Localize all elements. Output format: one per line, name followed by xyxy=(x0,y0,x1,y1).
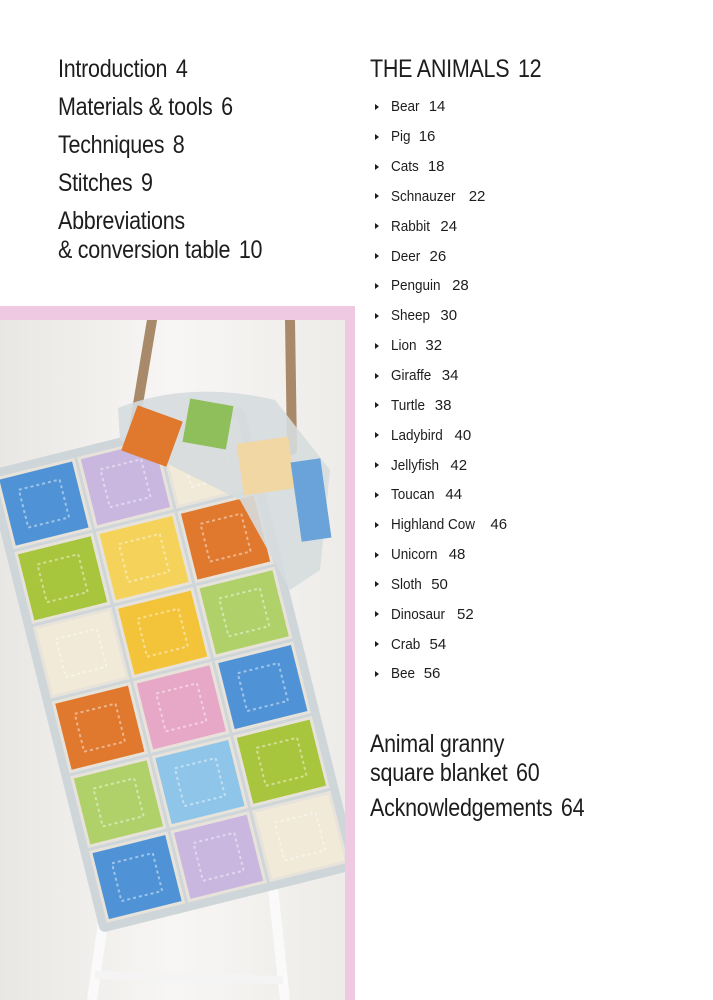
animal-entry-jellyfish[interactable] xyxy=(370,450,700,480)
animal-page: 18 xyxy=(427,158,445,176)
animal-name: Rabbit xyxy=(391,217,431,235)
animal-entry-dinosaur[interactable] xyxy=(370,599,700,629)
animal-page: 54 xyxy=(429,635,447,653)
animal-entry-lion[interactable] xyxy=(370,331,700,361)
animal-name: Pig xyxy=(391,128,411,146)
animal-page: 28 xyxy=(452,277,469,295)
animal-name: Lion xyxy=(391,337,417,355)
animal-name: Toucan xyxy=(391,486,435,504)
animal-page: 30 xyxy=(440,307,458,325)
toc-entry-granny-square-blanket[interactable] xyxy=(370,730,654,788)
animal-page: 34 xyxy=(441,367,459,385)
animal-entry-bear[interactable] xyxy=(370,92,700,122)
animal-entry-bee[interactable] xyxy=(370,659,700,689)
toc-entry-page: 8 xyxy=(172,131,185,159)
toc-entry-stitches[interactable] xyxy=(58,169,307,198)
bullet-arrow-icon xyxy=(375,432,379,438)
bullet-arrow-icon xyxy=(375,253,379,259)
animal-page: 26 xyxy=(429,247,447,265)
animal-page: 22 xyxy=(468,187,486,205)
animal-entry-schnauzer[interactable] xyxy=(370,182,700,212)
animal-name: Bear xyxy=(391,98,420,116)
bullet-arrow-icon xyxy=(375,223,379,229)
animal-page: 24 xyxy=(440,217,458,235)
bullet-arrow-icon xyxy=(375,611,379,617)
toc-entry-title-line2: square blanket xyxy=(370,759,508,787)
animal-entry-ladybird[interactable] xyxy=(370,420,700,450)
animal-entry-penguin[interactable] xyxy=(370,271,700,301)
toc-entry-title: Acknowledgements xyxy=(370,794,553,822)
bullet-arrow-icon xyxy=(375,462,379,468)
bullet-arrow-icon xyxy=(375,283,379,289)
bullet-arrow-icon xyxy=(375,313,379,319)
toc-entry-title: Techniques xyxy=(58,131,165,159)
animal-name: Deer xyxy=(391,247,421,265)
toc-entry-title: Stitches xyxy=(58,169,133,197)
toc-entry-page: 6 xyxy=(221,93,233,121)
animal-page: 48 xyxy=(448,546,466,564)
animal-page: 44 xyxy=(445,486,463,504)
bullet-arrow-icon xyxy=(375,492,379,498)
bullet-arrow-icon xyxy=(375,373,379,379)
bullet-arrow-icon xyxy=(375,522,379,528)
toc-entry-page: 9 xyxy=(141,169,153,197)
toc-entry-page: 60 xyxy=(516,759,540,787)
bullet-arrow-icon xyxy=(375,641,379,647)
toc-entry-page: 4 xyxy=(175,55,188,83)
animal-page: 56 xyxy=(423,665,441,683)
bullet-arrow-icon xyxy=(375,104,379,110)
toc-entry-page: 10 xyxy=(238,236,263,264)
toc-entry-materials-tools[interactable] xyxy=(58,93,307,122)
bullet-arrow-icon xyxy=(375,134,379,140)
blanket-photo xyxy=(0,320,345,1000)
animal-entry-giraffe[interactable] xyxy=(370,361,700,391)
animal-entry-pig[interactable] xyxy=(370,122,700,152)
bullet-arrow-icon xyxy=(375,402,379,408)
crochet-blanket-illustration xyxy=(0,320,345,1000)
tail-toc xyxy=(370,730,700,829)
toc-entry-abbreviations[interactable] xyxy=(58,207,307,265)
animal-name: Cats xyxy=(391,158,419,176)
animal-name: Crab xyxy=(391,635,421,653)
bullet-arrow-icon xyxy=(375,164,379,170)
animal-name: Giraffe xyxy=(391,367,432,385)
animal-name: Jellyfish xyxy=(391,456,440,474)
bullet-arrow-icon xyxy=(375,671,379,677)
animal-page: 38 xyxy=(434,396,452,414)
animal-page: 46 xyxy=(490,516,508,534)
animal-entry-unicorn[interactable] xyxy=(370,540,700,570)
toc-entry-title: Introduction xyxy=(58,55,168,83)
animal-page: 50 xyxy=(431,575,448,593)
animal-name: Penguin xyxy=(391,277,441,295)
animal-name: Sheep xyxy=(391,307,431,325)
animals-heading-page: 12 xyxy=(517,55,542,83)
toc-entry-title: Materials & tools xyxy=(58,93,213,121)
toc-entry-page: 64 xyxy=(560,794,585,822)
animal-name: Dinosaur xyxy=(391,605,446,623)
animal-name: Highland Cow xyxy=(391,516,476,534)
animal-page: 42 xyxy=(450,456,468,474)
bullet-arrow-icon xyxy=(375,193,379,199)
bullet-arrow-icon xyxy=(375,552,379,558)
main-toc xyxy=(58,55,348,274)
animal-entry-sheep[interactable] xyxy=(370,301,700,331)
toc-entry-introduction[interactable] xyxy=(58,55,307,84)
animal-page: 32 xyxy=(425,337,443,355)
animal-entry-rabbit[interactable] xyxy=(370,211,700,241)
animal-name: Unicorn xyxy=(391,546,438,564)
animal-entry-toucan[interactable] xyxy=(370,480,700,510)
animal-page: 14 xyxy=(428,98,446,116)
animals-heading-title: THE ANIMALS xyxy=(370,55,510,83)
animal-entry-deer[interactable] xyxy=(370,241,700,271)
bullet-arrow-icon xyxy=(375,581,379,587)
animal-entry-crab[interactable] xyxy=(370,629,700,659)
animal-entry-turtle[interactable] xyxy=(370,390,700,420)
animal-page: 16 xyxy=(418,128,436,146)
animals-section xyxy=(370,55,700,689)
toc-entry-techniques[interactable] xyxy=(58,131,307,160)
animal-page: 52 xyxy=(457,605,474,623)
animals-heading[interactable] xyxy=(370,55,654,84)
animal-name: Schnauzer xyxy=(391,187,456,205)
animal-entry-sloth[interactable] xyxy=(370,570,700,600)
animal-list xyxy=(370,92,700,689)
animal-page: 40 xyxy=(454,426,472,444)
toc-entry-title-line2: & conversion table xyxy=(58,236,231,264)
animal-name: Turtle xyxy=(391,396,426,414)
animal-name: Sloth xyxy=(391,575,422,593)
animal-name: Ladybird xyxy=(391,426,443,444)
animal-entry-cats[interactable] xyxy=(370,152,700,182)
animal-name: Bee xyxy=(391,665,416,683)
bullet-arrow-icon xyxy=(375,343,379,349)
animal-entry-highland-cow[interactable] xyxy=(370,510,700,540)
toc-entry-title-line1: Animal granny xyxy=(370,730,505,758)
toc-entry-title-line1: Abbreviations xyxy=(58,207,185,235)
toc-entry-acknowledgements[interactable] xyxy=(370,794,654,823)
